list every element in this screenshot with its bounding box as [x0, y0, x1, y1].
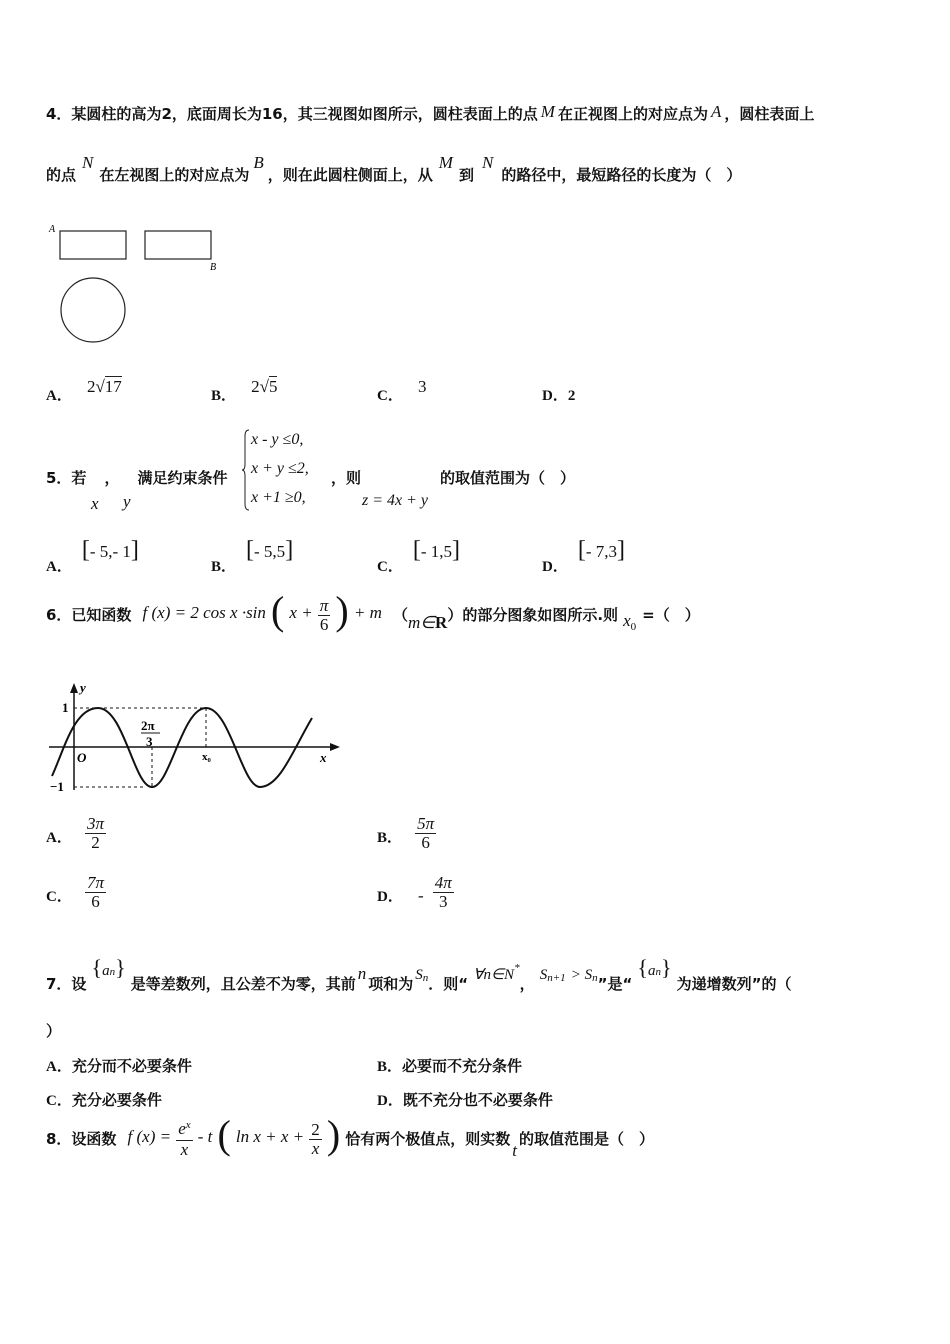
q5-text: ，则 — [331, 469, 362, 487]
option-value: - 1,5 — [420, 542, 453, 561]
tick-label-neg1: −1 — [50, 779, 64, 794]
sum-s: S — [539, 967, 548, 983]
constraint-3: x +1 ≥0, — [251, 489, 306, 506]
forall-clause: ∀n∈N — [473, 967, 515, 983]
q6-option-a[interactable] — [46, 815, 106, 852]
option-value: - 5,- 1 — [89, 542, 131, 561]
interval-bracket: ] — [285, 537, 294, 563]
big-paren-right: ) — [326, 1112, 341, 1157]
constraint-system — [241, 428, 331, 512]
q5-option-b[interactable] — [211, 537, 294, 575]
q4-text: 到 — [458, 166, 474, 184]
axis-label-y: y — [80, 680, 86, 695]
origin-label: O — [77, 750, 87, 765]
q6-option-d[interactable] — [377, 874, 454, 911]
constraint-1: x - y ≤0, — [251, 431, 304, 448]
reals-symbol: R — [435, 613, 448, 632]
option-label: C． — [46, 889, 72, 905]
fraction-den: x — [311, 1139, 320, 1158]
q7-text: ） — [46, 1022, 62, 1040]
constraint-2: x + y ≤2, — [251, 460, 309, 477]
option-label: B． — [211, 559, 237, 575]
fig-label-a: A — [49, 224, 56, 235]
q7-text: ”是“ — [597, 975, 633, 993]
inequality: > S — [570, 967, 593, 983]
interval-bracket: [ — [577, 537, 586, 563]
q4-line2 — [46, 153, 742, 185]
sqrt-icon: √ — [259, 377, 269, 396]
option-sign: - — [417, 886, 424, 905]
x0-subscript: 0 — [630, 621, 637, 633]
option-label: D． — [542, 559, 568, 575]
point-n: N — [82, 153, 94, 172]
fraction-num: π — [319, 596, 329, 615]
q4-option-d[interactable] — [542, 384, 575, 405]
q7-option-a[interactable] — [46, 1055, 192, 1076]
q7-line2 — [46, 1020, 61, 1041]
big-paren-right: ) — [335, 588, 349, 633]
option-label: A． — [46, 830, 72, 846]
var-n: n — [357, 964, 367, 983]
option-text: 充分必要条件 — [71, 1091, 162, 1109]
q8-text: 8．设函数 — [46, 1130, 117, 1148]
q7-text: 为递增数列”的（ — [676, 975, 792, 993]
option-value: - 7,3 — [585, 542, 618, 561]
point-b: B — [253, 153, 264, 172]
function-def: f (x) = — [127, 1127, 172, 1146]
q8-text: 的取值范围是（ ） — [519, 1130, 655, 1148]
q4-option-a[interactable] — [46, 376, 122, 404]
q5-line-tail — [331, 467, 361, 488]
q5-option-a[interactable] — [46, 537, 139, 575]
fraction-ex-x — [176, 1120, 192, 1159]
q4-text: 在正视图上的对应点为 — [557, 105, 708, 123]
option-label: D． — [377, 889, 403, 905]
option-fraction — [85, 874, 106, 911]
option-label: C． — [377, 559, 403, 575]
point-m: M — [438, 153, 453, 172]
q7-text: 项和为 — [368, 975, 414, 993]
interval-bracket: [ — [81, 537, 90, 563]
fraction-den: 6 — [319, 615, 329, 634]
point-a: A — [710, 102, 722, 121]
option-label: D． — [377, 1093, 403, 1109]
objective-z: z = 4x + y — [362, 492, 429, 509]
q4-text: 的路径中，最短路径的长度为（ ） — [501, 166, 742, 184]
var-t: t — [512, 1141, 517, 1160]
q7-option-d[interactable] — [377, 1089, 553, 1110]
q5-text: 5．若 — [46, 469, 87, 487]
q6-text: ）的部分图象如图所示.则 — [447, 606, 619, 624]
brace-right: } — [660, 955, 672, 980]
q7-option-b[interactable] — [377, 1055, 522, 1076]
top-view-circle — [61, 278, 125, 342]
interval-bracket: ] — [452, 537, 461, 563]
q4-text: ，圆柱表面上 — [724, 105, 815, 123]
q4-text: 在左视图上的对应点为 — [99, 166, 250, 184]
m-in-r: m∈ — [407, 613, 436, 632]
x-axis-arrow — [330, 743, 340, 751]
q5-text: 满足约束条件 — [137, 469, 228, 487]
option-text: 充分而不必要条件 — [71, 1057, 192, 1075]
q5-line — [46, 467, 227, 488]
interval-bracket: [ — [246, 537, 255, 563]
q5-line-end — [440, 467, 575, 488]
option-radicand: 5 — [268, 377, 278, 396]
point-n: N — [481, 153, 494, 172]
fraction-den: 3 — [438, 892, 448, 911]
q8-text: 恰有两个极值点，则实数 — [345, 1130, 511, 1148]
q4-text: ，则在此圆柱侧面上，从 — [267, 166, 433, 184]
tick-label-x0: x₀ — [202, 751, 211, 763]
x0-symbol: x — [623, 611, 631, 630]
option-label: B． — [377, 1059, 403, 1075]
fraction-num: 3π — [86, 814, 104, 833]
minus-t: - t — [197, 1127, 213, 1146]
fraction-num: 4π — [434, 873, 452, 892]
sine-graph — [44, 680, 344, 795]
y-axis-arrow — [70, 683, 78, 693]
option-value: 2 — [567, 388, 576, 404]
sum-sub-n1: n+1 — [547, 972, 566, 984]
option-label: C． — [377, 388, 403, 404]
sum-sub-n: n — [422, 972, 429, 984]
seq-a: a — [647, 963, 656, 979]
q4-line1 — [46, 103, 814, 124]
point-m: M — [540, 102, 555, 121]
fraction-pi-6 — [318, 597, 331, 634]
brace-left: { — [91, 955, 103, 980]
option-value: 3 — [417, 377, 427, 396]
tick-label-1: 1 — [62, 700, 69, 715]
fraction-num: 2 — [311, 1120, 320, 1139]
option-label: B． — [211, 388, 237, 404]
option-value: - 5,5 — [254, 542, 286, 561]
tick-label-3: 3 — [146, 734, 153, 749]
side-view-rect — [145, 231, 211, 259]
option-coef: 2 — [86, 377, 96, 396]
interval-bracket: ] — [130, 537, 139, 563]
option-coef: 2 — [251, 377, 260, 396]
q6-option-b[interactable] — [377, 815, 436, 852]
option-label: A． — [46, 388, 72, 404]
option-label: D． — [542, 388, 568, 404]
fraction-den: x — [180, 1140, 189, 1159]
q6-line — [46, 588, 700, 647]
sum-s: S — [415, 967, 423, 983]
fraction-2-x — [309, 1121, 322, 1158]
front-view-rect — [60, 231, 126, 259]
brace-right: } — [115, 955, 126, 980]
q5-text: ， — [104, 469, 120, 487]
fraction-den: 6 — [91, 892, 100, 911]
option-label: A． — [46, 1059, 72, 1075]
function-arg: x + — [289, 603, 313, 622]
option-fraction — [415, 815, 436, 852]
axis-label-x: x — [320, 750, 327, 765]
star-superscript: * — [514, 962, 520, 974]
option-radicand: 17 — [104, 377, 122, 396]
q6-text: 6．已知函数 — [46, 606, 132, 624]
q4-text: 的点 — [46, 166, 77, 184]
tick-label-2pi: 2π — [141, 718, 155, 733]
option-label: A． — [46, 559, 72, 575]
option-text: 既不充分也不必要条件 — [402, 1091, 553, 1109]
q7-text: 7．设 — [46, 975, 87, 993]
seq-a: a — [102, 963, 110, 979]
function-plus-m: + m — [353, 603, 382, 622]
fraction-num: 7π — [86, 873, 104, 892]
q7-text: 是等差数列，且公差不为零，其前 — [130, 975, 356, 993]
fraction-num: 5π — [417, 814, 435, 833]
q5-option-d[interactable] — [542, 537, 626, 575]
q8-line — [46, 1112, 655, 1175]
option-text: 必要而不充分条件 — [402, 1057, 523, 1075]
q7-text: ．则“ — [428, 975, 469, 993]
interval-bracket: [ — [412, 537, 421, 563]
seq-sub-n: n — [655, 966, 661, 978]
var-x: x — [91, 494, 99, 513]
sum-sub-n: n — [592, 972, 598, 984]
fraction-den: 6 — [421, 833, 430, 852]
q7-option-c[interactable] — [46, 1089, 162, 1110]
q5-text: 的取值范围为（ ） — [440, 469, 576, 487]
left-brace — [241, 428, 251, 512]
interval-bracket: ] — [617, 537, 626, 563]
q6-text: （ — [392, 606, 408, 624]
ln-expr: ln x + x + — [235, 1127, 305, 1146]
q7-line1 — [46, 955, 792, 993]
q4-text: 4．某圆柱的高为2，底面周长为16，其三视图如图所示，圆柱表面上的点 — [46, 105, 538, 123]
q5-option-c[interactable] — [377, 537, 461, 575]
exp-superscript: x — [185, 1119, 191, 1131]
var-y: y — [123, 492, 131, 511]
option-label: B． — [377, 830, 403, 846]
q4-option-b[interactable] — [211, 376, 278, 404]
q6-text: =（ ） — [642, 606, 700, 624]
brace-left: { — [637, 955, 648, 980]
function-def: f (x) = 2 cos x ·sin — [142, 603, 266, 622]
big-paren-left: ( — [217, 1112, 231, 1157]
option-label: C． — [46, 1093, 72, 1109]
big-paren-left: ( — [271, 588, 285, 633]
seq-sub-n: n — [109, 966, 116, 978]
q7-text: ， — [519, 975, 535, 993]
fig-label-b: B — [210, 262, 217, 273]
exp-base: e — [178, 1119, 186, 1138]
q6-option-c[interactable] — [46, 874, 106, 911]
q4-option-c[interactable] — [377, 376, 427, 404]
option-fraction — [433, 874, 454, 911]
fraction-den: 2 — [91, 833, 100, 852]
three-views-figure — [44, 220, 234, 350]
option-fraction — [85, 815, 106, 852]
sqrt-icon: √ — [95, 377, 105, 396]
